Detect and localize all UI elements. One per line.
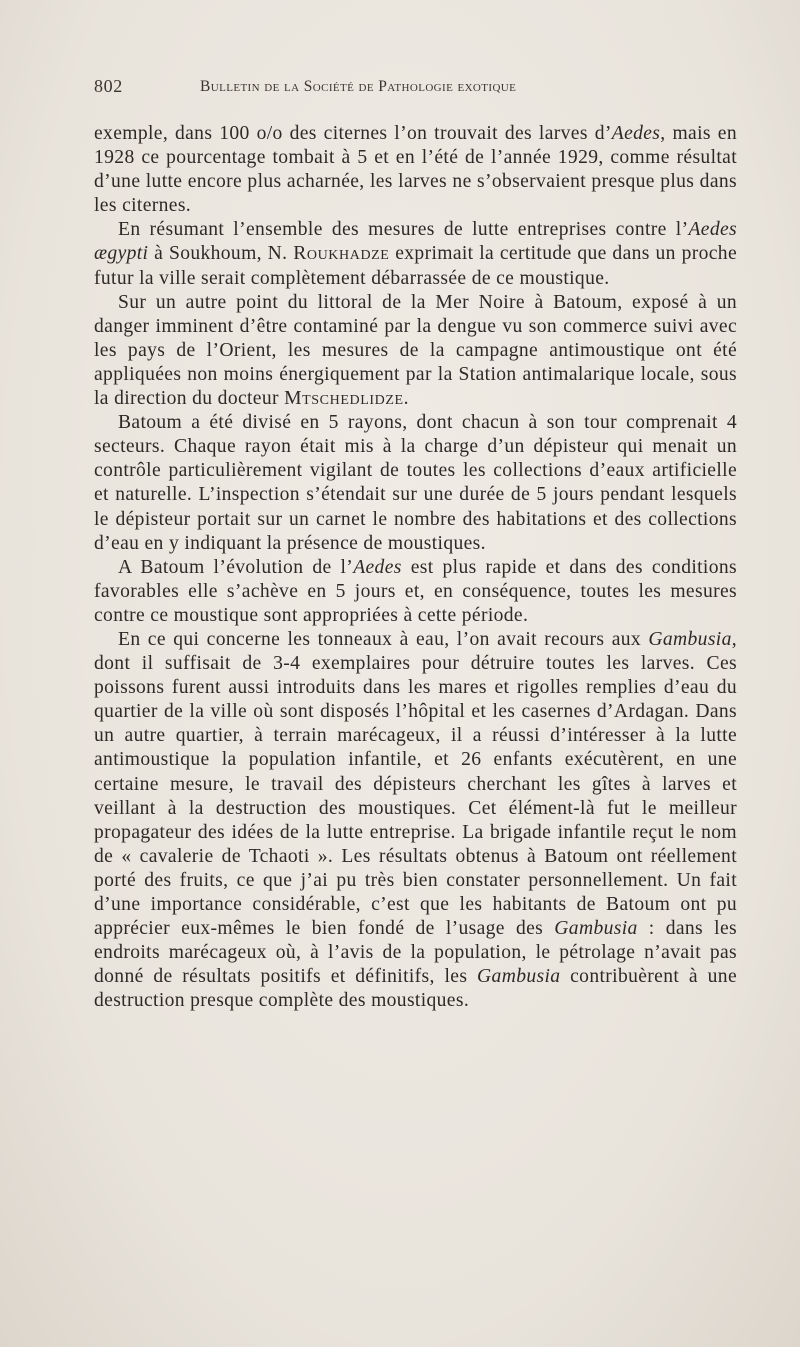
paragraph-3: Sur un autre point du littoral de la Mer Noire à Batoum, exposé à un danger imminent d’être contaminé par la dengue vu son commerce suivi avec les pays de l’Orient, les mesures de la campagne antimoustique ont été appliquées non moins énergiquement par la Station antimalarique locale, sous la direction du docteur Mtschedlidze. [94, 291, 737, 410]
genus-name: Aedes [611, 123, 661, 144]
genus-name: Gambusia [554, 918, 638, 940]
paragraph-4: Batoum a été divisé en 5 rayons, dont chacun à son tour comprenait 4 secteurs. Chaque rayon était mis à la charge d’un dépisteur qui menait un contrôle particulièrement vigilant de toutes les collections d’eaux artificielle et naturelle. L’inspection s’étendait sur une durée de 5 jours pendant lesquels le dépisteur portait sur un carnet le nombre des habitations et des collections d’eau en y indiquant la présence de moustiques. [94, 412, 737, 554]
paragraph-2: En résumant l’ensemble des mesures de lutte entreprises contre l’Aedes ægypti à Soukhoum, N. Roukhadze exprimait la certitude que dans un proche futur la ville serait complètement débarrassée de ce moustique. [94, 219, 737, 289]
page-header [94, 76, 734, 100]
species-name: Aedes ægypti [94, 219, 737, 265]
genus-name: Aedes [353, 556, 402, 578]
page-number: 802 [94, 76, 123, 96]
genus-name: Gambusia [477, 966, 561, 988]
paragraph-5: A Batoum l’évolution de l’Aedes est plus rapide et dans des conditions favorables elle s’achève en 5 jours et, en conséquence, toutes les mesures contre ce moustique sont appropriées à cette période. [94, 556, 737, 626]
paragraph-1: exemple, dans 100 o/o des citernes l’on trouvait des larves d’Aedes, mais en 1928 ce pourcentage tombait à 5 et en l’été de l’année 1929, comme résultat d’une lutte encore plus acharnée, les larves ne s’observaient presque plus dans les citernes. [94, 123, 737, 217]
body-text [94, 122, 737, 1013]
author-name: Roukhadze [293, 243, 390, 265]
paragraph-6: En ce qui concerne les tonneaux à eau, l’on avait recours aux Gambusia, dont il suffisait de 3-4 exemplaires pour détruire toutes les larves. Ces poissons furent aussi introduits dans les mares et rigolles remplies d’eau du quartier de la ville où sont disposés l’hôpital et les casernes d’Ardagan. Dans un autre quartier, à terrain marécageux, il a réussi d’intéresser à la lutte antimoustique la population infantile, et 26 enfants exécutèrent, en une certaine mesure, le travail des dépisteurs cherchant les gîtes à larves et veillant à la destruction des moustiques. Cet élément-là fut le meilleur propagateur des idées de la lutte entreprise. La brigade infantile reçut le nom de « cavalerie de Tchaoti ». Les résultats obtenus à Batoum ont réellement porté des fruits, ce que j’ai pu très bien constater personnellement. Un fait d’une importance considérable, c’est que les habitants de Batoum ont pu apprécier eux-mêmes le bien fondé de l’usage des Gambusia : dans les endroits marécageux où, à l’avis de la population, le pétrolage n’avait pas donné de résultats positifs et définitifs, les Gambusia contribuèrent à une destruction presque complète des moustiques. [94, 628, 737, 1012]
author-name: Mtschedlidze [284, 388, 404, 410]
genus-name: Gambusia [648, 628, 732, 650]
running-title: Bulletin de la Société de Pathologie exotique [200, 78, 517, 95]
